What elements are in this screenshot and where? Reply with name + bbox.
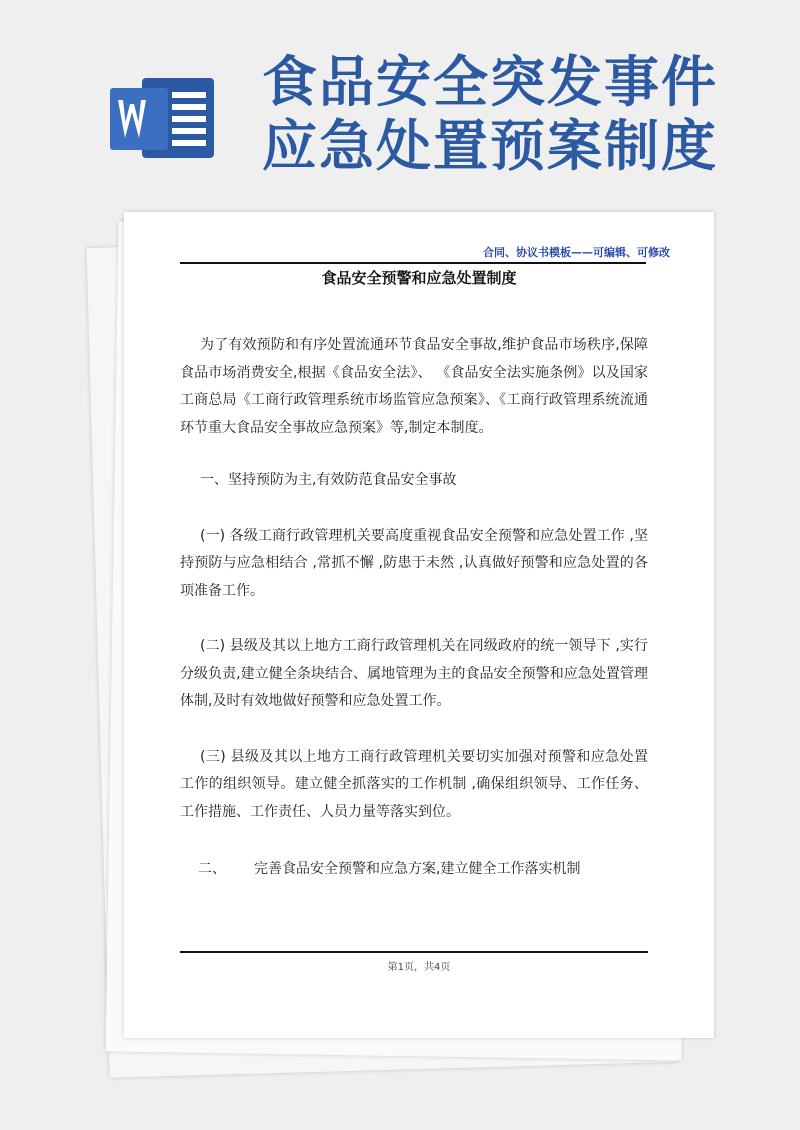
header-note: 合同、协议书模板——可编辑、可修改 [483,246,670,259]
footer-rule [180,951,648,953]
section-2-number: 二、 [198,861,226,877]
banner-title-line-1: 食品安全突发事件 [262,50,719,114]
section-heading-2 [180,856,648,884]
document-page [124,212,714,1038]
section-2-text: 完善食品安全预警和应急方案,建立健全工作落实机制 [254,861,581,877]
page-number: 第1页，共4页 [387,962,451,973]
word-document-icon [108,74,218,164]
document-body [180,332,648,884]
document-title: 食品安全预警和应急处置制度 [321,269,517,287]
paragraph-item-1: (一) 各级工商行政管理机关要高度重视食品安全预警和应急处置工作 ,坚持预防与应急相结合 ,常抓不懈 ,防患于未然 ,认真做好预警和应急处置的各项准备工作。 [180,527,648,599]
banner-title [262,50,782,178]
header-rule [180,262,646,264]
paragraph-item-2: (二) 县级及其以上地方工商行政管理机关在同级政府的统一领导下 ,实行分级负责,建立健全条块结合、属地管理为主的食品安全预警和应急处置管理体制,及时有效地做好预警和应急处置工作。 [180,638,648,709]
paragraph-item-3: (三) 县级及其以上地方工商行政管理机关要切实加强对预警和应急处置工作的组织领导。建立健全抓落实的工作机制 ,确保组织领导、工作任务、工作措施、工作责任、人员力量等落实到位。 [180,748,648,820]
intro-paragraph: 为了有效预防和有序处置流通环节食品安全事故,维护食品市场秩序,保障食品市场消费安全,根据《食品安全法》、 《食品安全法实施条例》以及国家工商总局《工商行政管理系统市场监管应急预案》、《工商行政管理系统流通环节重大食品安全事故应急预案》等,制定本制度。 [180,337,648,436]
banner-title-line-2: 应急处置预案制度 [262,114,719,178]
section-heading-1: 一、坚持预防为主,有效防范食品安全事故 [200,472,457,488]
